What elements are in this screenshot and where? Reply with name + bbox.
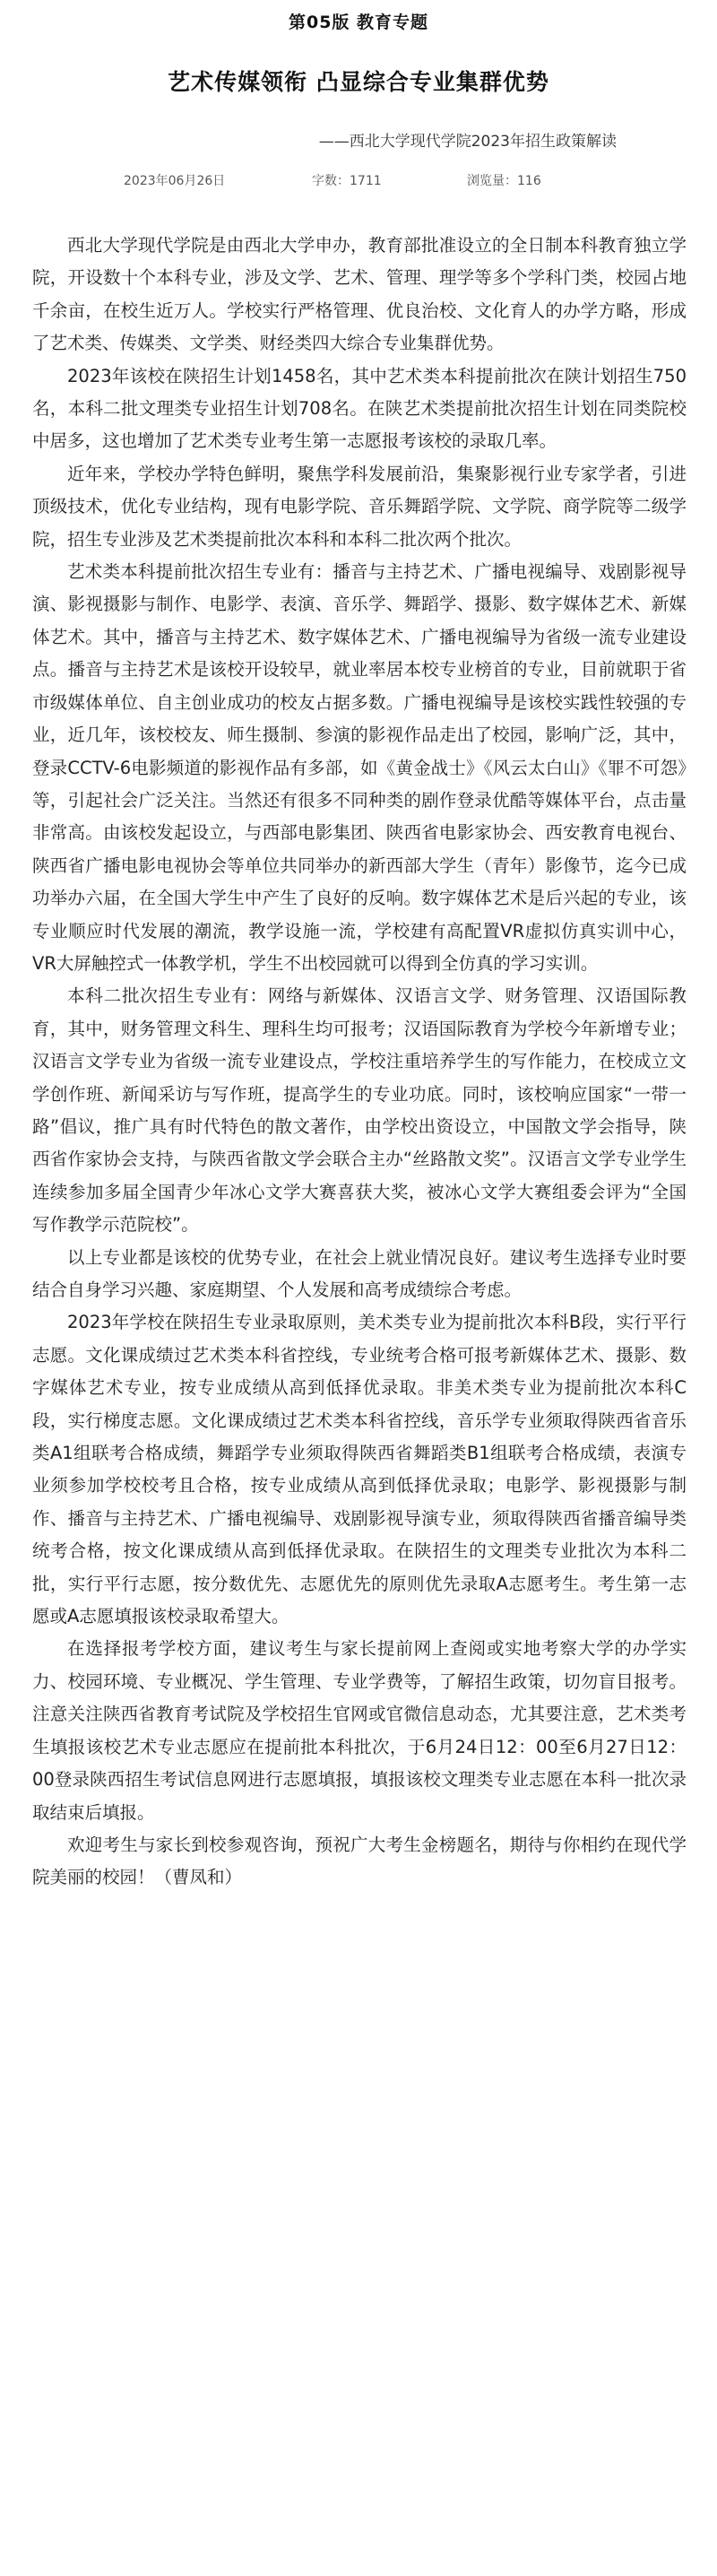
word-count <box>312 171 382 189</box>
publish-date: 2023年06月26日 <box>124 174 226 188</box>
paragraph: 近年来，学校办学特色鲜明，聚焦学科发展前沿，集聚影视行业专家学者，引进顶级技术，优化专业结构，现有电影学院、音乐舞蹈学院、文学院、商学院等二级学院，招生专业涉及艺术类提前批次本科和本科二批次两个批次。 <box>32 463 687 550</box>
edition-header: 第05版 教育专题 <box>288 13 429 32</box>
article-body <box>32 230 687 1895</box>
paragraph: 西北大学现代学院是由西北大学申办，教育部批准设立的全日制本科教育独立学院，开设数十个本科专业，涉及文学、艺术、管理、理学等多个学科门类，校园占地千余亩，在校生近万人。学校实行严格管理、优良治校、文化育人的办学方略，形成了艺术类、传媒类、文学类、财经类四大综合专业集群优势。 <box>32 235 687 354</box>
view-count-label: 浏览量： <box>467 174 517 188</box>
paragraph: 2023年该校在陕招生计划1458名，其中艺术类本科提前批次在陕计划招生750名，本科二批文理类专业招生计划708名。在陕艺术类提前批次招生计划在同类院校中居多，这也增加了艺术类专业考生第一志愿报考该校的录取几率。 <box>32 365 687 452</box>
view-count-value: 116 <box>517 174 541 188</box>
article-subtitle: ——西北大学现代学院2023年招生政策解读 <box>318 133 617 151</box>
paragraph: 在选择报考学校方面，建议考生与家长提前网上查阅或实地考察大学的办学实力、校园环境、专业概况、学生管理、专业学费等，了解招生政策，切勿盲目报考。注意关注陕西省教育考试院及学校招生官网或官微信息动态，尤其要注意，艺术类考生填报该校艺术专业志愿应在提前批本科批次，于6月24日12：00至6月27日12：00登录陕西招生考试信息网进行志愿填报，填报该校文理类专业志愿在本科一批次录取结束后填报。 <box>32 1638 687 1823</box>
paragraph: 以上专业都是该校的优势专业，在社会上就业情况良好。建议考生选择专业时要结合自身学习兴趣、家庭期望、个人发展和高考成绩综合考虑。 <box>32 1246 687 1300</box>
paragraph: 艺术类本科提前批次招生专业有：播音与主持艺术、广播电视编导、戏剧影视导演、影视摄影与制作、电影学、表演、音乐学、舞蹈学、摄影、数字媒体艺术、新媒体艺术。其中，播音与主持艺术、数字媒体艺术、广播电视编导为省级一流专业建设点。播音与主持艺术是该校开设较早，就业率居本校专业榜首的专业，目前就职于省市级媒体单位、自主创业成功的校友占据多数。广播电视编导是该校实践性较强的专业，近几年，该校校友、师生摄制、参演的影视作品走出了校园，影响广泛，其中，登录CCTV-6电影频道的影视作品有多部，如《黄金战士》《风云太白山》《罪不可怨》等，引起社会广泛关注。当然还有很多不同种类的剧作登录优酷等媒体平台，点击量非常高。由该校发起设立，与西部电影集团、陕西省电影家协会、西安教育电视台、陕西省广播电影电视协会等单位共同举办的新西部大学生（青年）影像节，迄今已成功举办六届，在全国大学生中产生了良好的反响。数字媒体艺术是后兴起的专业，该专业顺应时代发展的潮流，教学设施一流，学校建有高配置VR虚拟仿真实训中心，VR大屏触控式一体教学机，学生不出校园就可以得到全仿真的学习实训。 <box>32 561 687 974</box>
paragraph: 本科二批次招生专业有：网络与新媒体、汉语言文学、财务管理、汉语国际教育，其中，财务管理文科生、理科生均可报考；汉语国际教育为学校今年新增专业；汉语言文学专业为省级一流专业建设点，学校注重培养学生的写作能力，在校成立文学创作班、新闻采访与写作班，提高学生的专业功底。同时，该校响应国家“一带一路”倡议，推广具有时代特色的散文著作，由学校出资设立，中国散文学会指导，陕西省作家协会支持，与陕西省散文学会联合主办“丝路散文奖”。汉语言文学专业学生连续参加多届全国青少年冰心文学大赛喜获大奖，被冰心文学大赛组委会评为“全国写作教学示范院校”。 <box>32 985 687 1236</box>
word-count-label: 字数： <box>312 174 350 188</box>
paragraph: 欢迎考生与家长到校参观咨询，预祝广大考生金榜题名，期待与你相约在现代学院美丽的校园！（曹凤和） <box>32 1834 687 1888</box>
paragraph: 2023年学校在陕招生专业录取原则，美术类专业为提前批次本科B段，实行平行志愿。文化课成绩过艺术类本科省控线，专业统考合格可报考新媒体艺术、摄影、数字媒体艺术专业，按专业成绩从高到低择优录取。非美术类专业为提前批次本科C段，实行梯度志愿。文化课成绩过艺术类本科省控线，音乐学专业须取得陕西省音乐类A1组联考合格成绩，舞蹈学专业须取得陕西省舞蹈类B1组联考合格成绩，表演专业须参加学校校考且合格，按专业成绩从高到低择优录取；电影学、影视摄影与制作、播音与主持艺术、广播电视编导、戏剧影视导演专业，须取得陕西省播音编导类统考合格，按文化课成绩从高到低择优录取。在陕招生的文理类专业批次为本科二批，实行平行志愿，按分数优先、志愿优先的原则优先录取A志愿考生。考生第一志愿或A志愿填报该校录取希望大。 <box>32 1312 687 1627</box>
word-count-value: 1711 <box>350 174 382 188</box>
article-title: 艺术传媒领衔 凸显综合专业集群优势 <box>168 69 549 95</box>
view-count <box>467 171 541 189</box>
